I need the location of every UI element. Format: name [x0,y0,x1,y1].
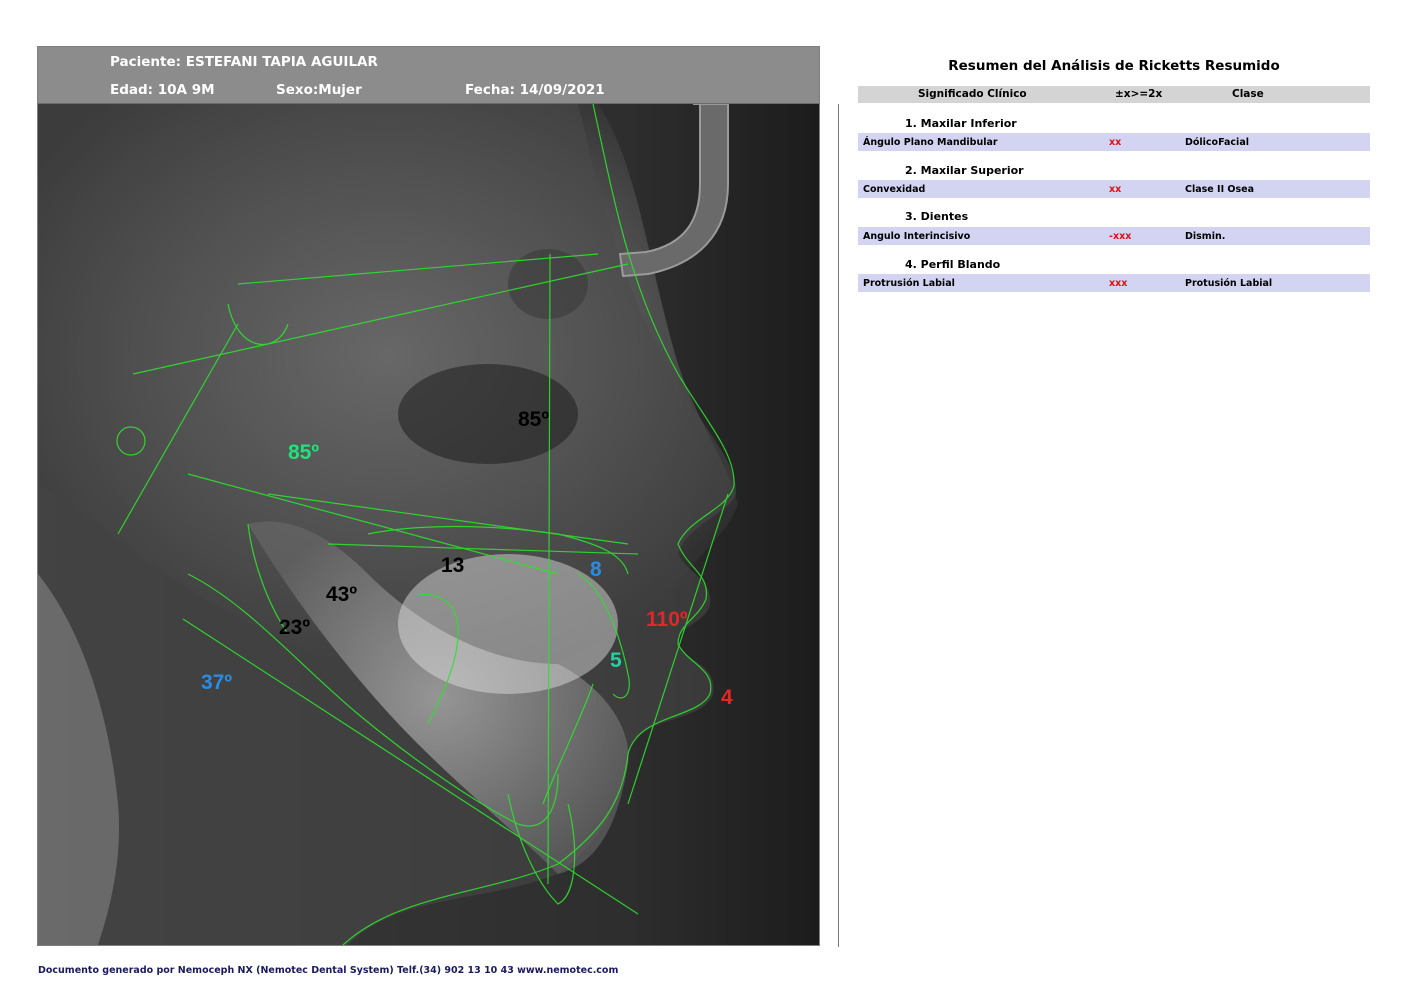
column-header-clase: Clase [1232,88,1264,100]
measure-label-incisor-upper: 8 [590,558,602,581]
cephalometric-xray [38,104,819,945]
row-clase: DólicoFacial [1185,137,1249,148]
measure-label-lower-facial-height: 43º [326,583,358,606]
column-header-significado: Significado Clínico [918,88,1027,100]
row-value: xx [1109,184,1122,195]
measure-label-facial-axis: 85º [288,441,320,464]
section-title-perfil-blando: 4. Perfil Blando [905,258,1001,271]
table-row [858,133,1370,151]
patient-name: Paciente: ESTEFANI TAPIA AGUILAR [110,54,378,70]
measure-label-mandibular-angle: 23º [279,616,311,639]
row-value: xxx [1109,278,1128,289]
row-clase: Clase II Osea [1185,184,1255,195]
xray-panel [37,46,820,946]
measure-label-interincisal: 13 [441,554,465,577]
table-row [858,227,1370,245]
row-name: Ángulo Plano Mandibular [863,137,998,148]
nasal-cavity [398,364,578,464]
row-name: Convexidad [863,184,926,195]
patient-sex: Sexo:Mujer [276,82,362,98]
measure-label-interincisal-angle: 110º [646,608,688,631]
measure-label-facial-angle: 85º [518,408,550,431]
table-row [858,274,1370,292]
report-title: Resumen del Análisis de Ricketts Resumido [948,58,1280,74]
exam-date: Fecha: 14/09/2021 [465,82,605,98]
table-row [858,180,1370,198]
row-value: -xxx [1109,231,1132,242]
patient-header [38,47,819,104]
vertical-divider [838,104,839,947]
row-name: Angulo Interincisivo [863,231,971,242]
measure-label-mandibular-plane: 37º [201,671,233,694]
teeth-region [398,554,618,694]
table-header [858,86,1370,103]
measure-label-incisor-lower: 5 [610,649,622,672]
footer-text: Documento generado por Nemoceph NX (Nemotec Dental System) Telf.(34) 902 13 10 43 www.nemotec.com [38,965,619,976]
orbit [508,249,588,319]
measure-label-lip-protrusion: 4 [721,686,733,709]
row-clase: Protusión Labial [1185,278,1273,289]
section-title-maxilar-superior: 2. Maxilar Superior [905,164,1024,177]
section-title-dientes: 3. Dientes [905,210,969,223]
row-clase: Dismin. [1185,231,1226,242]
row-name: Protrusión Labial [863,278,955,289]
section-title-maxilar-inferior: 1. Maxilar Inferior [905,117,1017,130]
patient-age: Edad: 10A 9M [110,82,215,98]
row-value: xx [1109,137,1122,148]
column-header-range: ±x>=2x [1115,88,1163,100]
